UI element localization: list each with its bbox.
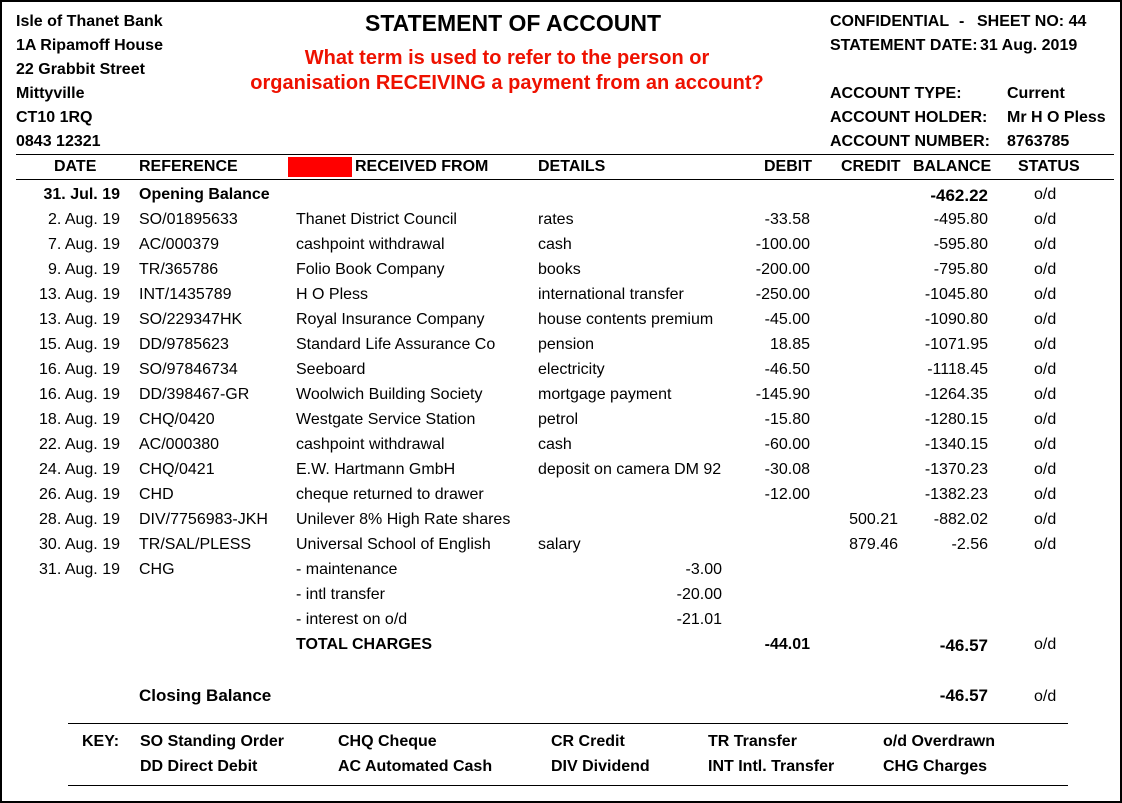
account-holder: Mr H O Pless <box>1007 109 1106 126</box>
tx-balance: -1370.23 <box>924 461 988 478</box>
key-chg: CHG Charges <box>883 758 988 775</box>
key-cr: CR Credit <box>551 733 625 750</box>
tx-debit: -33.58 <box>764 211 810 228</box>
table-row <box>2 536 1122 561</box>
tx-status: o/d <box>1034 311 1057 328</box>
tx-reference: DD/9785623 <box>139 336 229 353</box>
account-type-label: ACCOUNT TYPE: <box>830 85 962 102</box>
closing-status: o/d <box>1034 688 1057 705</box>
key-tr: TR Transfer <box>708 733 797 750</box>
key-dd: DD Direct Debit <box>140 758 258 775</box>
table-row <box>2 436 1122 461</box>
tx-reference: TR/365786 <box>139 261 219 278</box>
closing-label: Closing Balance <box>139 686 272 705</box>
tx-received-from: Universal School of English <box>296 536 491 553</box>
tx-debit: -200.00 <box>755 261 810 278</box>
table-row <box>2 261 1122 286</box>
key-top-rule <box>68 723 1068 724</box>
tx-balance: -2.56 <box>951 536 988 553</box>
tx-status: o/d <box>1034 386 1057 403</box>
tx-reference: SO/01895633 <box>139 211 238 228</box>
table-row <box>2 286 1122 311</box>
tx-debit: -30.08 <box>764 461 810 478</box>
col-header-received-from: RECEIVED FROM <box>355 158 489 175</box>
tx-date: 2. Aug. 19 <box>47 211 120 228</box>
col-header-details: DETAILS <box>538 158 606 175</box>
header-top-rule <box>16 154 1114 155</box>
tx-received-from: Thanet District Council <box>296 211 457 228</box>
tx-balance: -1382.23 <box>924 486 988 503</box>
tx-reference: DD/398467-GR <box>139 386 250 403</box>
statement-date: 31 Aug. 2019 <box>980 37 1078 54</box>
bank-city: Mittyville <box>16 85 85 102</box>
table-row <box>2 311 1122 336</box>
question-line-2: organisation RECEIVING a payment from an account? <box>250 72 764 94</box>
tx-debit: -100.00 <box>755 236 810 253</box>
tx-debit: -12.00 <box>764 486 810 503</box>
tx-status: o/d <box>1034 236 1057 253</box>
tx-status: o/d <box>1034 511 1057 528</box>
tx-status: o/d <box>1034 361 1057 378</box>
total-charges-label: TOTAL CHARGES <box>296 636 433 653</box>
tx-details: cash <box>538 436 572 453</box>
tx-balance: -1264.35 <box>924 386 988 403</box>
tx-reference: AC/000379 <box>139 236 220 253</box>
tx-balance: -1280.15 <box>924 411 988 428</box>
tx-details: petrol <box>538 411 579 428</box>
key-ac: AC Automated Cash <box>338 758 493 775</box>
tx-received-from: cheque returned to drawer <box>296 486 484 503</box>
table-row <box>2 336 1122 361</box>
redaction-box <box>288 157 352 177</box>
tx-balance: -1071.95 <box>924 336 988 353</box>
tx-details: house contents premium <box>538 311 714 328</box>
tx-status: o/d <box>1034 411 1057 428</box>
table-row <box>2 486 1122 511</box>
account-number-label: ACCOUNT NUMBER: <box>830 133 990 150</box>
tx-status: o/d <box>1034 336 1057 353</box>
tx-balance: -1045.80 <box>924 286 988 303</box>
key-chq: CHQ Cheque <box>338 733 437 750</box>
tx-debit: -46.50 <box>764 361 810 378</box>
table-row <box>2 411 1122 436</box>
tx-details: international transfer <box>538 286 684 303</box>
charges-date: 31. Aug. 19 <box>39 561 120 578</box>
tx-received-from: Unilever 8% High Rate shares <box>296 511 511 528</box>
closing-balance-row <box>2 686 1122 711</box>
tx-details: deposit on camera DM 92 <box>538 461 722 478</box>
meta-dash: - <box>959 13 965 30</box>
tx-debit: -145.90 <box>755 386 810 403</box>
charges-ref: CHG <box>139 561 175 578</box>
tx-balance: -795.80 <box>933 261 988 278</box>
account-type: Current <box>1007 85 1065 102</box>
tx-debit: -45.00 <box>764 311 810 328</box>
total-charges-debit: -44.01 <box>764 636 810 653</box>
table-row <box>2 386 1122 411</box>
tx-status: o/d <box>1034 261 1057 278</box>
header-bottom-rule <box>16 179 1114 180</box>
bank-name: Isle of Thanet Bank <box>16 13 163 30</box>
tx-credit: 500.21 <box>849 511 898 528</box>
col-header-balance: BALANCE <box>913 158 992 175</box>
confidential-label: CONFIDENTIAL <box>830 13 950 30</box>
tx-status: o/d <box>1034 286 1057 303</box>
tx-debit: 18.85 <box>769 336 810 353</box>
tx-date: 18. Aug. 19 <box>39 411 120 428</box>
tx-status: o/d <box>1034 461 1057 478</box>
key-int: INT Intl. Transfer <box>708 758 835 775</box>
tx-debit: -15.80 <box>764 411 810 428</box>
tx-details: salary <box>538 536 581 553</box>
charges-row <box>2 561 1122 586</box>
tx-date: 24. Aug. 19 <box>39 461 120 478</box>
col-header-date: DATE <box>54 158 97 175</box>
total-charges-row <box>2 636 1122 661</box>
tx-received-from: cashpoint withdrawal <box>296 436 445 453</box>
tx-balance: -1118.45 <box>927 361 988 378</box>
bank-address-line1: 1A Ripamoff House <box>16 37 163 54</box>
charge-item-amount: -3.00 <box>685 561 722 578</box>
sheet-number: SHEET NO: 44 <box>977 13 1087 30</box>
question-line-1: What term is used to refer to the person or <box>304 47 710 69</box>
key-bottom-rule <box>68 785 1068 786</box>
tx-reference: SO/97846734 <box>139 361 238 378</box>
tx-date: 16. Aug. 19 <box>39 386 120 403</box>
tx-reference: CHD <box>139 486 174 503</box>
closing-balance: -46.57 <box>939 686 988 705</box>
tx-reference: SO/229347HK <box>139 311 243 328</box>
tx-details: pension <box>538 336 595 353</box>
tx-date: 9. Aug. 19 <box>47 261 120 278</box>
tx-balance: -882.02 <box>933 511 988 528</box>
key-od: o/d Overdrawn <box>883 733 996 750</box>
total-charges-status: o/d <box>1034 636 1057 653</box>
tx-credit: 879.46 <box>849 536 898 553</box>
table-row <box>2 461 1122 486</box>
tx-date: 28. Aug. 19 <box>39 511 120 528</box>
tx-balance: -595.80 <box>933 236 988 253</box>
tx-status: o/d <box>1034 536 1057 553</box>
charges-row <box>2 611 1122 636</box>
opening-label: Opening Balance <box>139 186 270 203</box>
tx-reference: DIV/7756983-JKH <box>139 511 268 528</box>
table-row <box>2 211 1122 236</box>
tx-reference: CHQ/0420 <box>139 411 215 428</box>
key-label: KEY: <box>82 733 120 750</box>
tx-received-from: cashpoint withdrawal <box>296 236 445 253</box>
tx-status: o/d <box>1034 436 1057 453</box>
statement-title: STATEMENT OF ACCOUNT <box>365 10 661 36</box>
bank-postcode: CT10 1RQ <box>16 109 93 126</box>
tx-received-from: Standard Life Assurance Co <box>296 336 496 353</box>
charge-item-label: - maintenance <box>296 561 398 578</box>
tx-received-from: Seeboard <box>296 361 366 378</box>
question-text <box>202 46 812 96</box>
tx-details: mortgage payment <box>538 386 672 403</box>
total-charges-balance: -46.57 <box>939 636 988 655</box>
tx-balance: -1090.80 <box>924 311 988 328</box>
charge-item-amount: -21.01 <box>676 611 722 628</box>
tx-status: o/d <box>1034 211 1057 228</box>
tx-balance: -495.80 <box>933 211 988 228</box>
tx-date: 13. Aug. 19 <box>39 311 120 328</box>
account-holder-label: ACCOUNT HOLDER: <box>830 109 988 126</box>
opening-balance: -462.22 <box>930 186 988 205</box>
tx-reference: CHQ/0421 <box>139 461 215 478</box>
tx-reference: AC/000380 <box>139 436 220 453</box>
tx-date: 30. Aug. 19 <box>39 536 120 553</box>
tx-details: books <box>538 261 581 278</box>
tx-received-from: H O Pless <box>296 286 369 303</box>
key-div: DIV Dividend <box>551 758 650 775</box>
tx-date: 22. Aug. 19 <box>39 436 120 453</box>
col-header-reference: REFERENCE <box>139 158 238 175</box>
opening-date: 31. Jul. 19 <box>43 186 120 203</box>
tx-received-from: E.W. Hartmann GmbH <box>296 461 456 478</box>
statement-date-label: STATEMENT DATE: <box>830 37 978 54</box>
tx-debit: -60.00 <box>764 436 810 453</box>
tx-received-from: Westgate Service Station <box>296 411 476 428</box>
tx-details: electricity <box>538 361 605 378</box>
account-number: 8763785 <box>1007 133 1070 150</box>
bank-phone: 0843 12321 <box>16 133 101 150</box>
col-header-credit: CREDIT <box>841 158 901 175</box>
tx-reference: TR/SAL/PLESS <box>139 536 252 553</box>
tx-received-from: Folio Book Company <box>296 261 445 278</box>
tx-details: cash <box>538 236 572 253</box>
col-header-debit: DEBIT <box>764 158 812 175</box>
tx-received-from: Royal Insurance Company <box>296 311 485 328</box>
charge-item-label: - interest on o/d <box>296 611 408 628</box>
tx-received-from: Woolwich Building Society <box>296 386 483 403</box>
tx-details: rates <box>538 211 574 228</box>
tx-reference: INT/1435789 <box>139 286 232 303</box>
col-header-status: STATUS <box>1018 158 1080 175</box>
charge-item-amount: -20.00 <box>676 586 722 603</box>
tx-debit: -250.00 <box>755 286 810 303</box>
tx-balance: -1340.15 <box>924 436 988 453</box>
opening-status: o/d <box>1034 186 1057 203</box>
tx-date: 16. Aug. 19 <box>39 361 120 378</box>
key-so: SO Standing Order <box>140 733 285 750</box>
opening-balance-row <box>2 186 1122 211</box>
tx-date: 15. Aug. 19 <box>39 336 120 353</box>
charges-row <box>2 586 1122 611</box>
tx-status: o/d <box>1034 486 1057 503</box>
bank-address-line2: 22 Grabbit Street <box>16 61 145 78</box>
charge-item-label: - intl transfer <box>296 586 385 603</box>
table-row <box>2 511 1122 536</box>
tx-date: 26. Aug. 19 <box>39 486 120 503</box>
tx-date: 13. Aug. 19 <box>39 286 120 303</box>
table-row <box>2 361 1122 386</box>
table-row <box>2 236 1122 261</box>
tx-date: 7. Aug. 19 <box>47 236 120 253</box>
